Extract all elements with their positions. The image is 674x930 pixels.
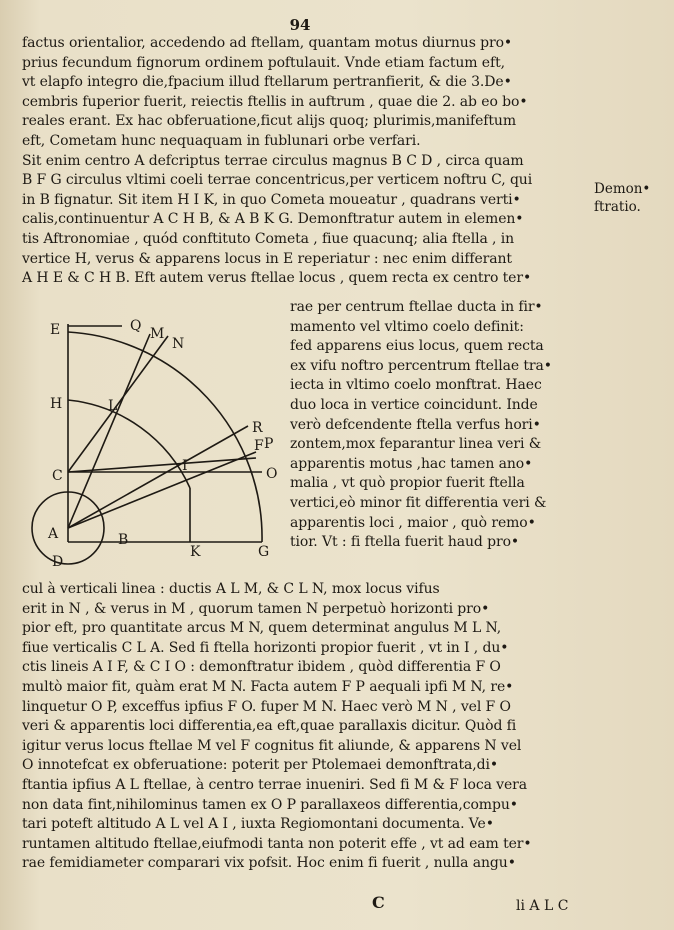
outer-arc xyxy=(68,332,262,542)
text-line: non data fint,nihilominus tamen ex O P parallaxeos differentia,compu• xyxy=(22,796,518,813)
text-line: ftantia ipfius A L ftellae, à centro terrae inueniri. Sed fi M & F loca vera xyxy=(22,777,528,793)
text-line: linquetur O P, exceffus ipfius F O. fuper M N. Haec verò M N , vel F O xyxy=(22,698,511,715)
text-line: reales erant. Ex hac obferuatione,ficut alijs quoq; plurimis,manifeftum xyxy=(22,113,517,130)
label-q: Q xyxy=(130,318,142,334)
label-o: O xyxy=(266,466,278,482)
text-line: fed apparens eius locus, quem recta xyxy=(290,338,544,355)
text-line: cul à verticali linea : ductis A L M, & C L N, mox locus vifus xyxy=(22,581,440,597)
label-d: D xyxy=(52,554,64,570)
text-line: fiue verticalis C L A. Sed fi ftella horizonti propior fuerit , vt in I , du• xyxy=(22,639,509,656)
inner-arc xyxy=(68,400,190,488)
label-p: P xyxy=(264,436,274,452)
margin-note xyxy=(594,180,670,216)
text-line: rae per centrum ftellae ducta in fir• xyxy=(290,299,543,315)
line-a-f xyxy=(68,452,256,528)
label-i: I xyxy=(182,458,188,474)
label-n: N xyxy=(172,336,185,352)
label-g: G xyxy=(258,544,270,560)
label-k: K xyxy=(190,544,201,560)
text-line: multò maior fit, quàm erat M N. Facta autem F P aequali ipfi M N, re• xyxy=(22,679,514,695)
text-line: ctis lineis A I F, & C I O : demonftratur ibidem , quòd differentia F O xyxy=(22,659,501,676)
text-line: tior. Vt : fi ftella fuerit haud pro• xyxy=(290,534,520,551)
text-line: rae femidiameter comparari vix pofsit. Hoc enim fi fuerit , nulla angu• xyxy=(22,855,516,872)
label-f: F xyxy=(254,438,264,454)
text-line: vertice H, verus & apparens locus in E reperiatur : nec enim differant xyxy=(22,250,512,267)
signature-mark: C xyxy=(372,893,385,912)
text-line: tis Aftronomiae , quód conftituto Cometa , fiue quacunq; alia ftella , in xyxy=(22,231,515,247)
text-line: O innotefcat ex obferuatione: poterit per Ptolemaei demonftrata,di• xyxy=(22,757,499,774)
text-line: tari poteft altitudo A L vel A I , iuxta Regiomontani documenta. Ve• xyxy=(22,816,494,833)
text-line: apparentis motus ,hac tamen ano• xyxy=(290,455,533,472)
text-line: duo loca in vertice coincidunt. Inde xyxy=(290,397,538,413)
text-line: erit in N , & verus in M , quorum tamen N perpetuò horizonti pro• xyxy=(22,600,490,617)
text-line: malia , vt quò propior fuerit ftella xyxy=(290,475,525,492)
text-line: pior eft, pro quantitate arcus M N, quem determinat angulus M L N, xyxy=(22,620,502,637)
text-line: veri & apparentis loci differentia,ea eft,quae parallaxis dicitur. Quòd fi xyxy=(22,718,517,735)
text-line: eft, Cometam hunc nequaquam in fublunari orbe verfari. xyxy=(22,133,421,149)
label-h: H xyxy=(50,396,63,412)
page-number: 94 xyxy=(289,16,311,34)
geometric-figure xyxy=(22,318,284,570)
text-line: iecta in vltimo coelo monftrat. Haec xyxy=(290,377,542,394)
line-a-m xyxy=(68,334,150,528)
figure-labels xyxy=(47,318,277,570)
text-line: B F G circulus vltimi coeli terrae concentricus,per verticem noftru C, qui xyxy=(22,172,533,189)
label-l: L xyxy=(108,398,118,414)
text-line: A H E & C H B. Eft autem verus ftellae locus , quem recta ex centro ter• xyxy=(22,270,532,287)
label-e: E xyxy=(50,322,61,338)
text-line: apparentis loci , maior , quò remo• xyxy=(290,514,536,531)
text-line: cembris fuperior fuerit, reiectis ftellis in auftrum , quae die 2. ab eo bo• xyxy=(22,93,528,110)
text-line: igitur verus locus ftellae M vel F cognitus fit aliunde, & apparens N vel xyxy=(22,737,522,754)
text-line: in B fignatur. Sit item H I K, in quo Cometa moueatur , quadrans verti• xyxy=(22,191,521,208)
text-line: calis,continuentur A C H B, & A B K G. Demonftratur autem in elemen• xyxy=(22,211,524,228)
text-line: ex vifu noftro percentrum ftellae tra• xyxy=(290,357,552,374)
label-r: R xyxy=(252,420,263,436)
text-line: vt elapfo integro die,fpacium illud ftellarum pertranfierit, & die 3.De• xyxy=(22,74,512,91)
label-m: M xyxy=(150,326,165,342)
text-line: runtamen altitudo ftellae,eiufmodi tanta non poterit effe , vt ad eam ter• xyxy=(22,835,532,852)
text-line: vertici,eò minor fit differentia veri & xyxy=(290,495,547,511)
text-line: zontem,mox feparantur linea veri & xyxy=(290,436,542,453)
label-c: C xyxy=(52,468,63,484)
margin-note-line: ftratio. xyxy=(594,199,641,215)
label-b: B xyxy=(118,532,129,548)
margin-note-line: Demon• xyxy=(594,181,651,197)
line-c-n xyxy=(68,336,168,472)
text-line: prius fecundum fignorum ordinem poftulauit. Vnde etiam factum eft, xyxy=(22,54,505,71)
catchword: li A L C xyxy=(516,898,569,914)
text-line: verò defcendente ftella verfus hori• xyxy=(290,416,541,433)
text-line: factus orientalior, accedendo ad ftellam, quantam motus diurnus pro• xyxy=(22,35,513,51)
text-line: Sit enim centro A defcriptus terrae circulus magnus B C D , circa quam xyxy=(22,152,524,169)
label-a: A xyxy=(48,526,59,542)
text-line: mamento vel vltimo coelo definit: xyxy=(290,318,524,335)
